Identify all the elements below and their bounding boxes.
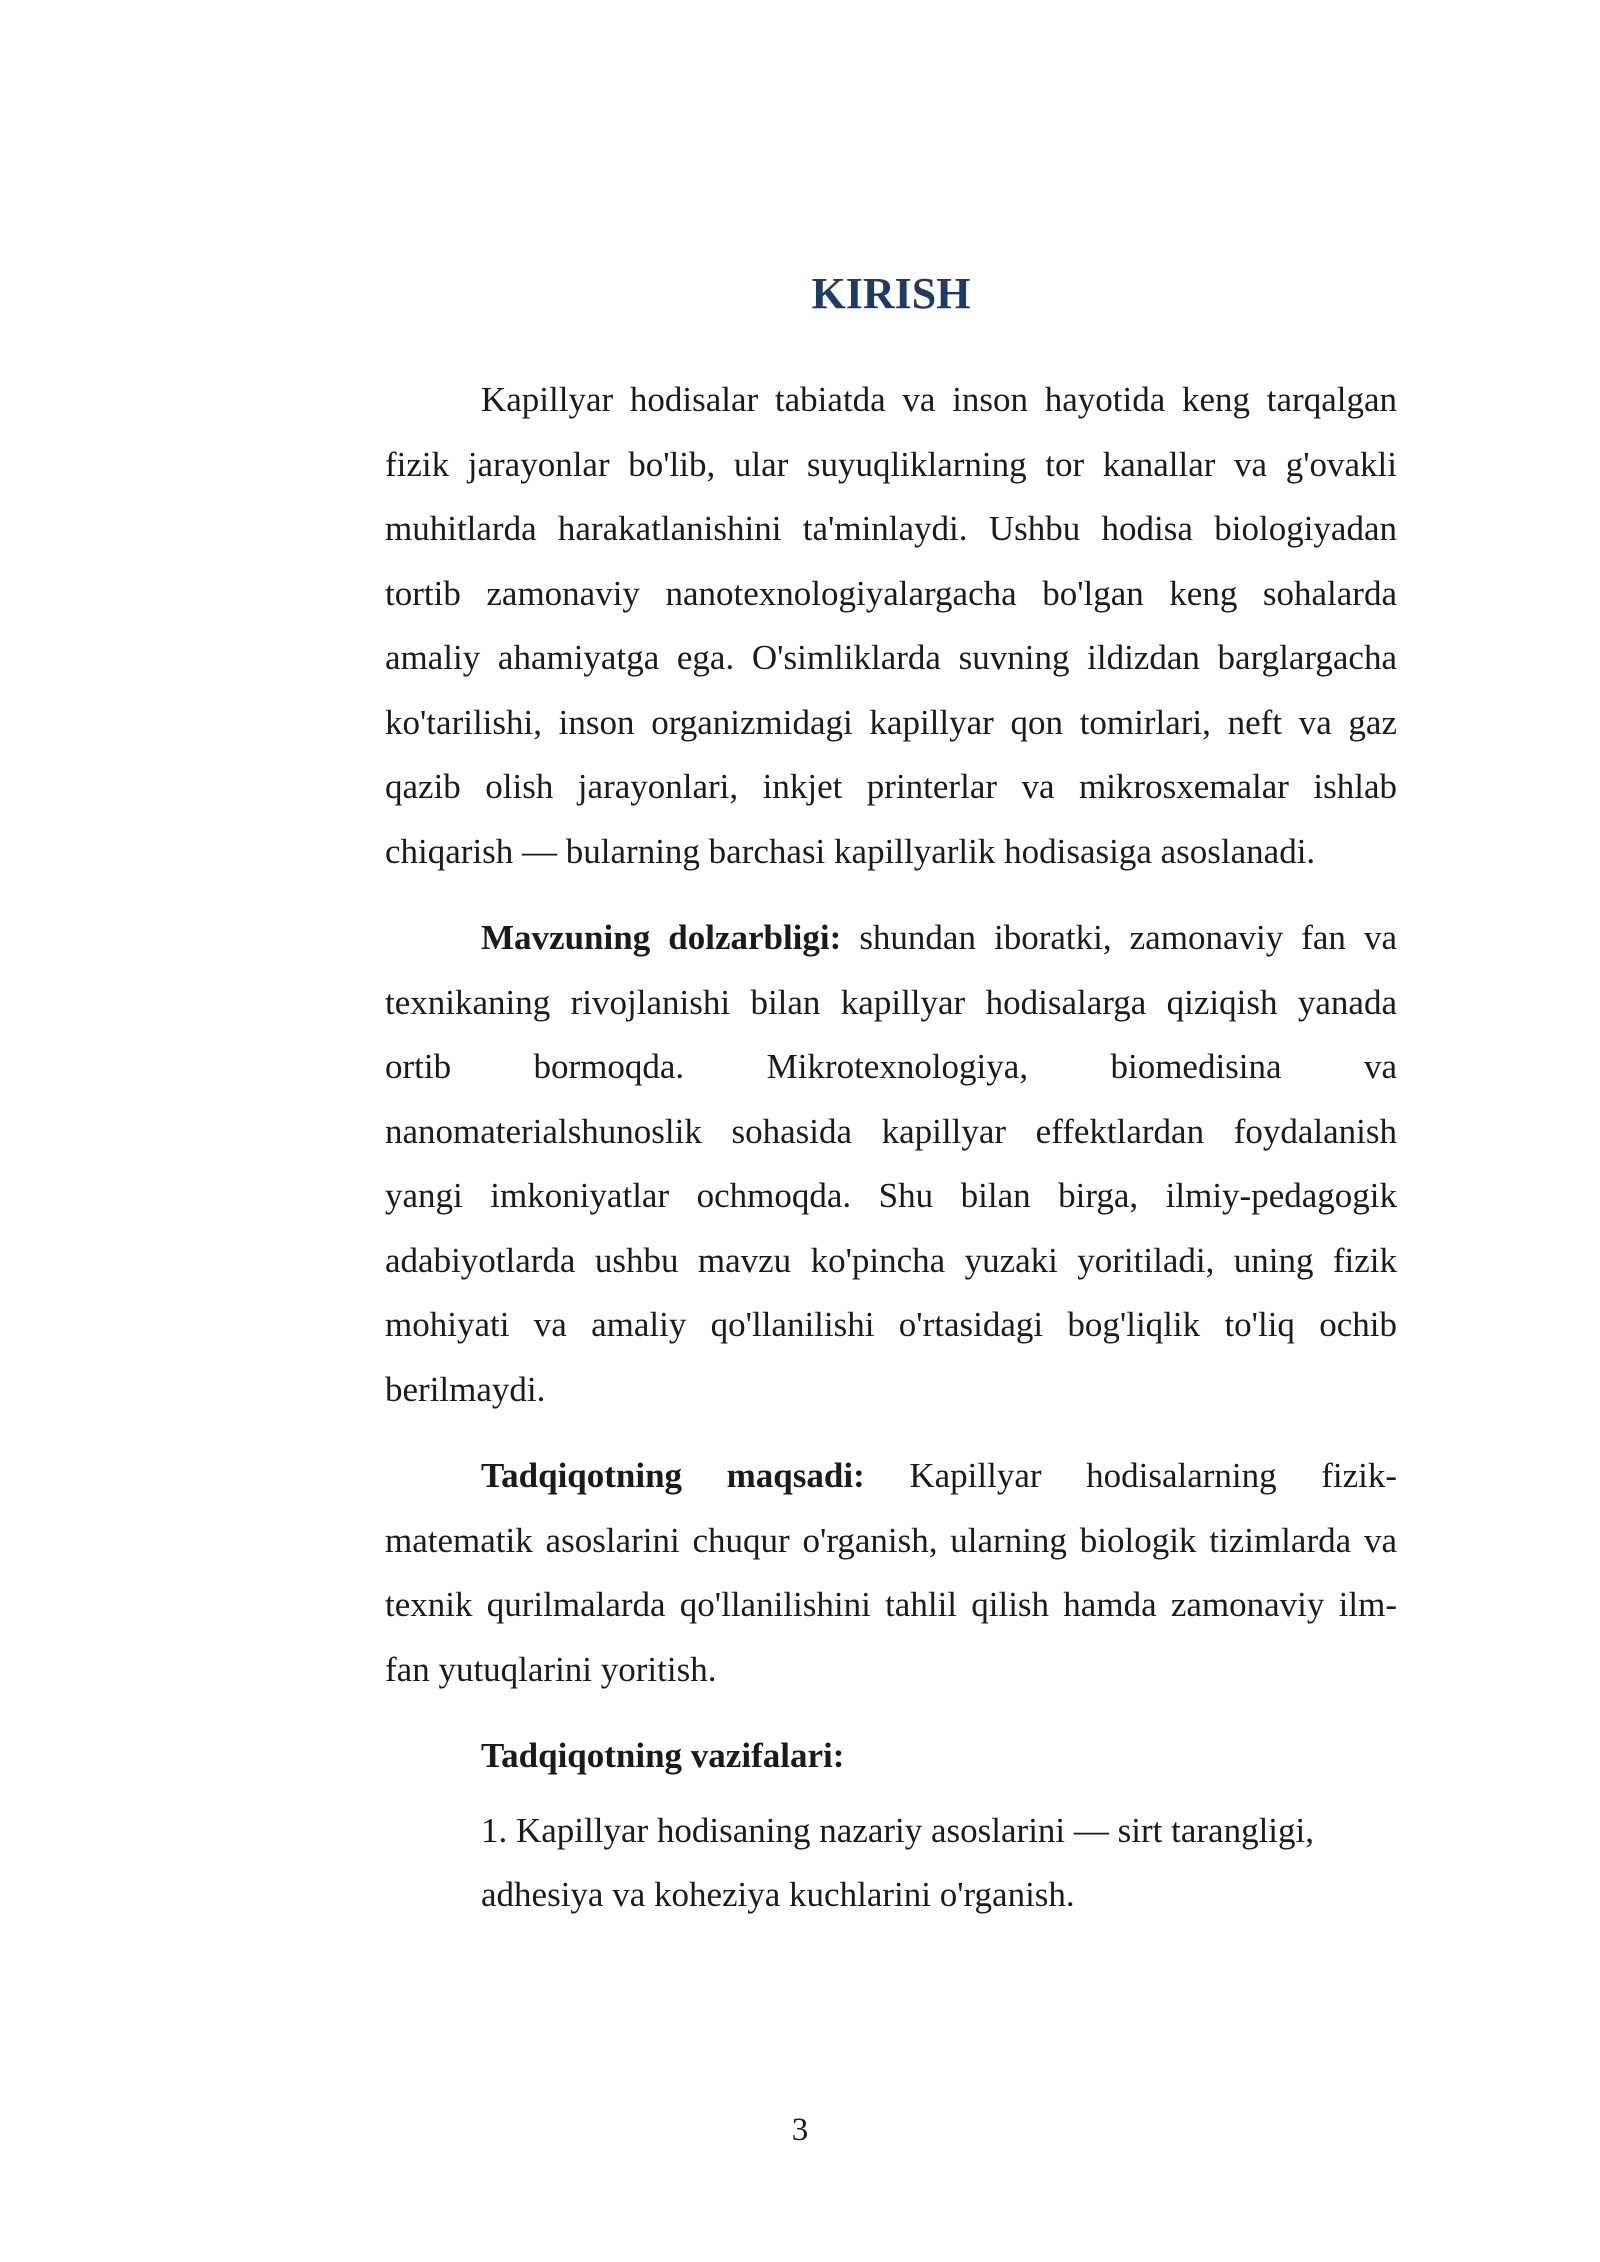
goal-paragraph (385, 1444, 1397, 1702)
goal-text: Kapillyar hodisalarning fizik-matematik asoslarini chuqur o'rganish, ularning biologik tizimlarda va texnik qurilmalarda qo'llanilishini tahlil qilish hamda zamonaviy ilm-fan yutuqlarini yoritish. (385, 1456, 1398, 1689)
page-number: 3 (791, 2112, 809, 2148)
task-item: 1. Kapillyar hodisaning nazariy asoslarini — sirt tarangligi, adhesiya va koheziya kuchlarini o'rganish. (481, 1810, 1314, 1914)
tasks-list (385, 1799, 1397, 1928)
page-content (385, 262, 1397, 1928)
tasks-heading: Tadqiqotning vazifalari: (481, 1736, 845, 1775)
intro-paragraph: Kapillyar hodisalar tabiatda va inson hayotida keng tarqalgan fizik jarayonlar bo'lib, ular suyuqliklarning tor kanallar va g'ovakli muhitlarda harakatlanishini ta'minlaydi. Ushbu hodisa biologiyadan tortib zamonaviy nanotexnologiyalargacha bo'lgan keng sohalarda amaliy ahamiyatga ega. O'simliklarda suvning ildizdan barglargacha ko'tarilishi, inson organizmidagi kapillyar qon tomirlari, neft va gaz qazib olish jarayonlari, inkjet printerlar va mikrosxemalar ishlab chiqarish — bularning barchasi kapillyarlik hodisasiga asoslanadi. (385, 380, 1397, 871)
relevance-paragraph (385, 906, 1397, 1422)
section-title: KIRISH (811, 269, 971, 318)
relevance-text: shundan iboratki, zamonaviy fan va texnikaning rivojlanishi bilan kapillyar hodisalarga qiziqish yanada ortib bormoqda. Mikrotexnologiya, biomedisina va nanomaterialshunoslik sohasida kapillyar effektlardan foydalanish yangi imkoniyatlar ochmoqda. Shu bilan birga, ilmiy-pedagogik adabiyotlarda ushbu mavzu ko'pincha yuzaki yoritiladi, uning fizik mohiyati va amaliy qo'llanilishi o'rtasidagi bog'liqlik to'liq ochib berilmaydi. (385, 918, 1397, 1409)
goal-label: Tadqiqotning maqsadi: (481, 1456, 865, 1495)
relevance-label: Mavzuning dolzarbligi: (481, 918, 842, 957)
